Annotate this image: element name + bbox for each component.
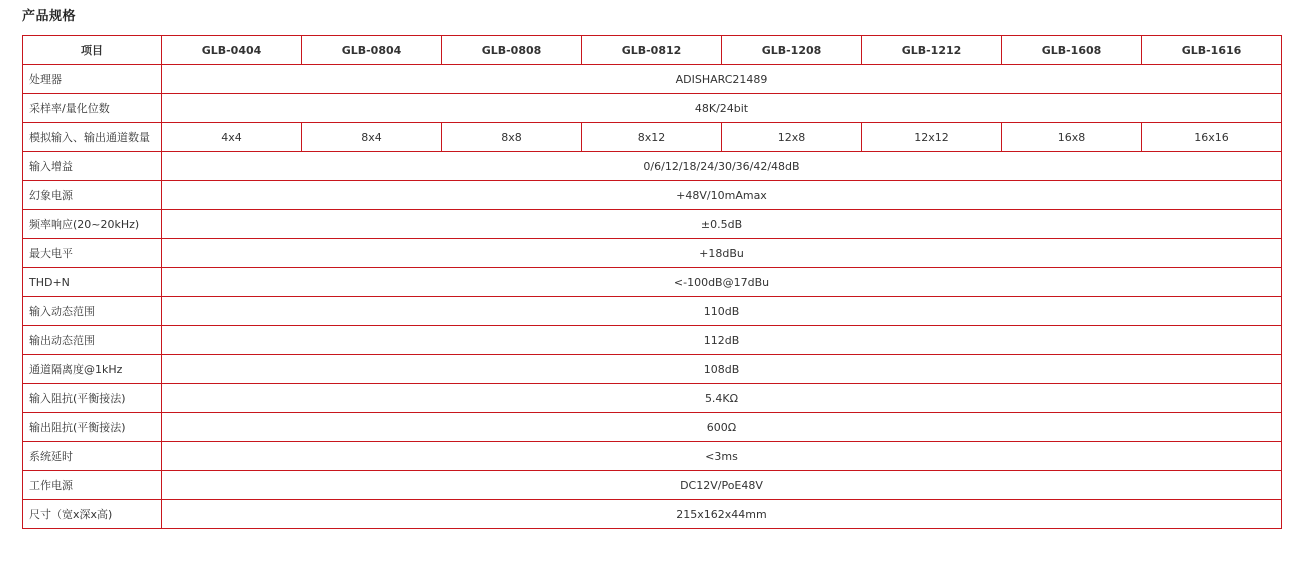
row-cell: 16x16 <box>1142 123 1282 152</box>
row-cell: 8x8 <box>442 123 582 152</box>
row-value: <3ms <box>162 442 1282 471</box>
header-model: GLB-0808 <box>442 36 582 65</box>
row-label: 采样率/量化位数 <box>23 94 162 123</box>
row-value: 110dB <box>162 297 1282 326</box>
row-label: 处理器 <box>23 65 162 94</box>
row-label: 系统延时 <box>23 442 162 471</box>
table-row <box>23 326 1282 355</box>
row-cell: 4x4 <box>162 123 302 152</box>
row-label: THD+N <box>23 268 162 297</box>
table-row <box>23 181 1282 210</box>
row-value: 5.4KΩ <box>162 384 1282 413</box>
row-value: ±0.5dB <box>162 210 1282 239</box>
table-row <box>23 413 1282 442</box>
row-value: <-100dB@17dBu <box>162 268 1282 297</box>
row-label: 输入增益 <box>23 152 162 181</box>
row-label: 输出动态范围 <box>23 326 162 355</box>
row-label: 输入阻抗(平衡接法) <box>23 384 162 413</box>
row-cell: 16x8 <box>1002 123 1142 152</box>
row-value: DC12V/PoE48V <box>162 471 1282 500</box>
header-model: GLB-0804 <box>302 36 442 65</box>
row-label: 频率响应(20~20kHz) <box>23 210 162 239</box>
row-label: 最大电平 <box>23 239 162 268</box>
row-label: 工作电源 <box>23 471 162 500</box>
table-row <box>23 268 1282 297</box>
row-label: 模拟输入、输出通道数量 <box>23 123 162 152</box>
table-row <box>23 94 1282 123</box>
section-title: 产品规格 <box>22 9 77 24</box>
row-value: 0/6/12/18/24/30/36/42/48dB <box>162 152 1282 181</box>
row-cell: 8x12 <box>582 123 722 152</box>
row-value: 600Ω <box>162 413 1282 442</box>
row-label: 尺寸（宽x深x高) <box>23 500 162 529</box>
table-row <box>23 152 1282 181</box>
spec-table <box>22 35 1282 529</box>
row-label: 输出阻抗(平衡接法) <box>23 413 162 442</box>
table-row <box>23 471 1282 500</box>
row-value: 112dB <box>162 326 1282 355</box>
header-model: GLB-0812 <box>582 36 722 65</box>
header-model: GLB-1208 <box>722 36 862 65</box>
row-value: 48K/24bit <box>162 94 1282 123</box>
header-model: GLB-0404 <box>162 36 302 65</box>
table-row <box>23 384 1282 413</box>
row-value: +18dBu <box>162 239 1282 268</box>
row-label: 幻象电源 <box>23 181 162 210</box>
table-row <box>23 123 1282 152</box>
table-row <box>23 239 1282 268</box>
row-cell: 12x8 <box>722 123 862 152</box>
header-model: GLB-1608 <box>1002 36 1142 65</box>
row-cell: 12x12 <box>862 123 1002 152</box>
row-label: 输入动态范围 <box>23 297 162 326</box>
table-row <box>23 500 1282 529</box>
table-row <box>23 65 1282 94</box>
table-row <box>23 297 1282 326</box>
row-value: 108dB <box>162 355 1282 384</box>
header-model: GLB-1212 <box>862 36 1002 65</box>
row-value: 215x162x44mm <box>162 500 1282 529</box>
row-value: ADISHARC21489 <box>162 65 1282 94</box>
header-model: GLB-1616 <box>1142 36 1282 65</box>
table-row <box>23 210 1282 239</box>
header-item-label: 项目 <box>23 36 162 65</box>
table-row <box>23 355 1282 384</box>
row-label: 通道隔离度@1kHz <box>23 355 162 384</box>
row-value: +48V/10mAmax <box>162 181 1282 210</box>
row-cell: 8x4 <box>302 123 442 152</box>
table-row <box>23 442 1282 471</box>
table-header-row <box>23 36 1282 65</box>
